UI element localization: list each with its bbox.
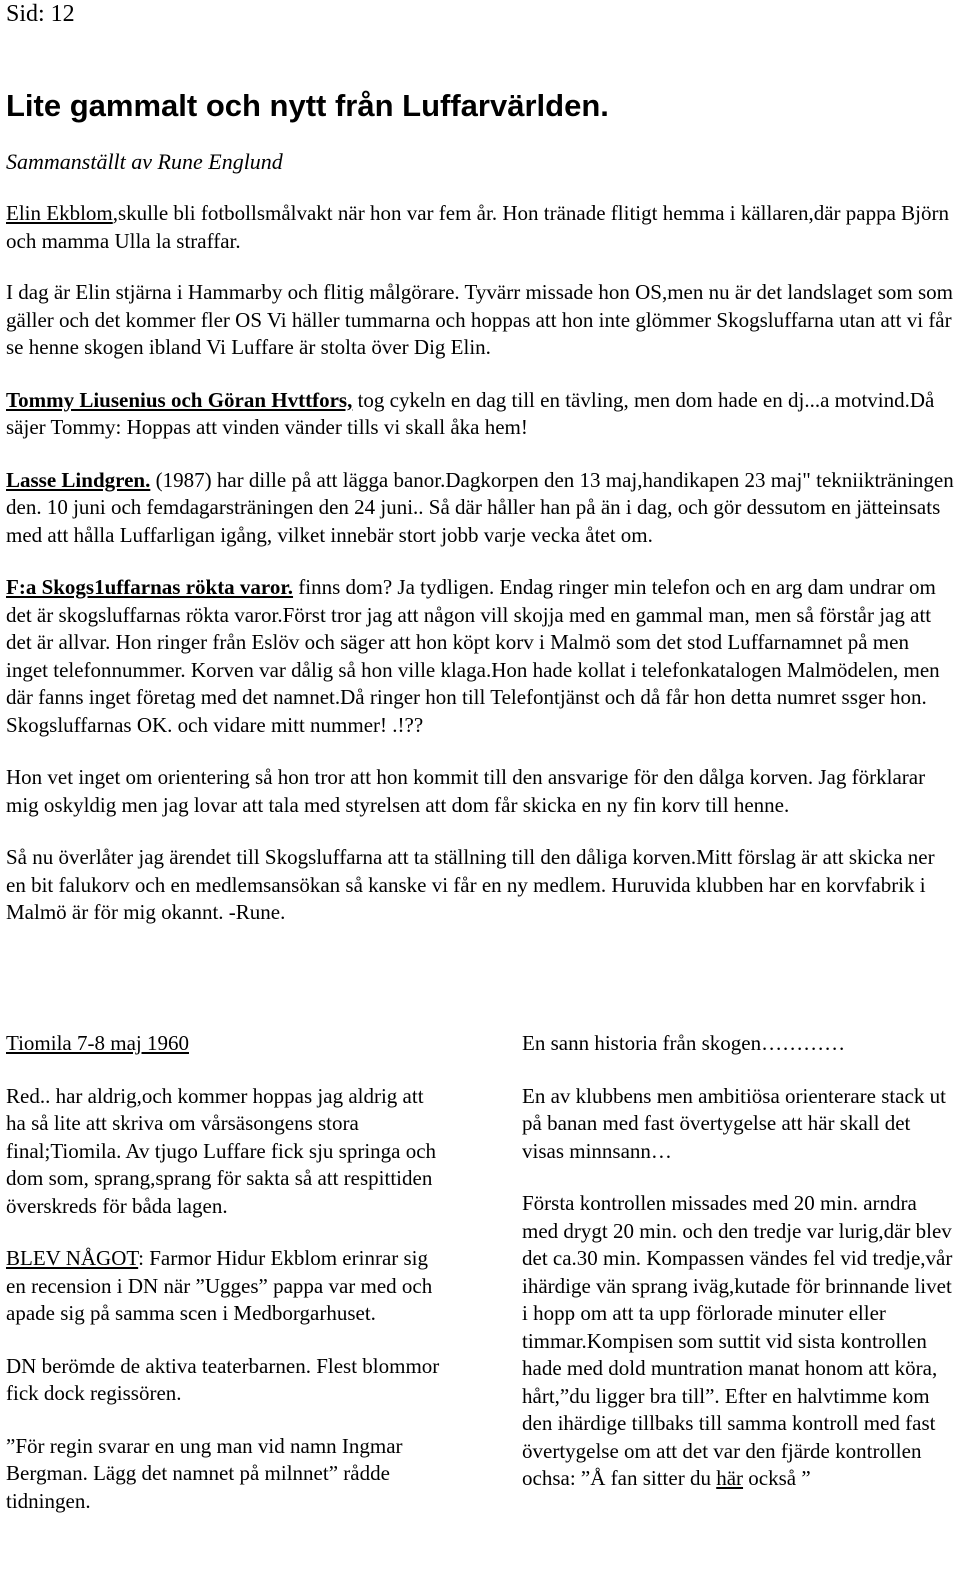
heading-rokta-varor: F:a Skogs1uffarnas rökta varor.: [6, 575, 294, 599]
story-heading: En sann historia från skogen…………: [522, 1031, 846, 1055]
story-intro: En av klubbens men ambitiösa orienterare stack ut på banan med fast övertygelse att här skall det visas minnsann…: [522, 1083, 946, 1163]
story-body-end: också ”: [743, 1466, 811, 1490]
byline: Sammanställt av Rune Englund: [6, 149, 283, 174]
page-title: Lite gammalt och nytt från Luffarvärlden.: [6, 88, 609, 123]
story-body-emphasis: här: [716, 1466, 744, 1490]
bergman-paragraph: ”För regin svarar en ung man vid namn Ingmar Bergman. Lägg det namnet på milnnet” rådde tidningen.: [6, 1433, 403, 1513]
blev-nagot-label: BLEV NÅGOT: [6, 1246, 139, 1270]
paragraph-lasse: [6, 467, 954, 550]
blev-nagot-text: : Farmor Hidur Ekblom erinrar sig en recension i DN när ”Ugges” pappa var med och apade sig på samma scen i Medborgarhuset.: [6, 1246, 433, 1325]
right-column: [522, 1030, 954, 1518]
paragraph-elin: [6, 200, 954, 255]
page-number: Sid: 12: [6, 1, 75, 27]
name-elin: Elin Ekblom: [6, 201, 113, 225]
left-column: [6, 1030, 446, 1540]
story-body-text: Första kontrollen missades med 20 min. arndra med drygt 20 min. och den tredje var lurig,där blev det ca.30 min. Kompassen vändes fel vid tredje,vår ihärdige vän sprang iväg,kutade för brinnande livet i hopp om att ta upp förlorade minuter eller timmar.Kompisen som suttit vid sista kontrollen hade med dold muntration manat honom att köra, hårt,”du ligger bra till”. Efter en halvtimme kom den ihärdige tillbaks till samma kontroll med fast övertygelse om att det var den fjärde kontrollen ochsa: ”Å fan sitter du: [522, 1191, 953, 1490]
paragraph-rokta-varor: [6, 574, 954, 739]
text-tommy: tog cykeln en dag till en tävling, men dom hade en dj...a motvind.Då säjer Tommy: Hoppas att vinden vänder tills vi skall åka hem!: [6, 387, 935, 439]
paragraph-conclusion: Så nu överlåter jag ärendet till Skogsluffarna att ta ställning till den dåliga korven.Mitt förslag är att skicka ner en bit falukorv och en medlemsansökan så kanske vi får en ny medlem. Huruvida klubben har en korvfabrik i Malmö är för mig okannt. -Rune.: [6, 845, 935, 924]
paragraph-tommy: [6, 387, 954, 442]
text-lasse: (1987) har dille på att lägga banor.Dagkorpen den 13 maj,handikapen 23 maj" tekniikträningen den. 10 juni och femdagarsträningen den 24 juni.. Så där håller han på än i dag, och gör dessutom en jätteinsats med att hålla Luffarligan igång, vilket innebär stort jobb varje vecka åtet om.: [6, 467, 954, 547]
paragraph-orientering: Hon vet inget om orientering så hon tror att hon kommit till den ansvarige för den dålga korven. Jag förklarar mig oskyldig men jag lovar att tala med styrelsen att dom får skicka en ny fin korv till henne.: [6, 765, 926, 817]
name-tommy-goran: Tommy Liusenius och Göran Hvttfors,: [6, 387, 353, 412]
dn-paragraph: DN berömde de aktiva teaterbarnen. Flest blommor fick dock regissören.: [6, 1353, 440, 1405]
text-elin: ,skulle bli fotbollsmålvakt när hon var fem år. Hon tränade flitigt hemma i källaren,där pappa Björn och mamma Ulla la straffar.: [6, 201, 950, 253]
main-article: [6, 200, 954, 952]
blev-nagot-paragraph: [6, 1245, 446, 1328]
text-rokta-varor: finns dom? Ja tydligen. Endag ringer min telefon och en arg dam undrar om det är skogsluffarnas rökta varor.Först tror jag att någon vill skojja med en gammal man, men så förstår jag att det är allvar. Hon ringer från Eslöv och säger att hon köpt korv i Malmö som det stod Luffarnamnet på men inget telefonnummer. Korven var dålig så hon ville klaga.Hon hade kollat i telefonkatalogen Malmödelen, men där fanns inget företag med det namnet.Då ringer hon till Telefontjänst och då får hon detta numret ssger hon. Skogsluffarnas OK. och vidare mitt nummer! .!??: [6, 575, 940, 737]
paragraph-elin-today: I dag är Elin stjärna i Hammarby och flitig målgörare. Tyvärr missade hon OS,men nu är det landslaget som som gäller och det kommer fler OS Vi häller tummarna och hoppas att hon inte glömmer Skogsluffarna utan att vi får se henne skogen ibland Vi Luffare är stolta över Dig Elin.: [6, 280, 953, 359]
tiomila-heading: Tiomila 7-8 maj 1960: [6, 1031, 189, 1055]
story-body: [522, 1190, 954, 1493]
tiomila-paragraph: Red.. har aldrig,och kommer hoppas jag aldrig att ha så lite att skriva om vårsäsongens stora final;Tiomila. Av tjugo Luffare fick sju springa och dom som, sprang,sprang för sakta så att respittiden överskreds för båda lagen.: [6, 1083, 437, 1218]
name-lasse: Lasse Lindgren.: [6, 467, 151, 492]
